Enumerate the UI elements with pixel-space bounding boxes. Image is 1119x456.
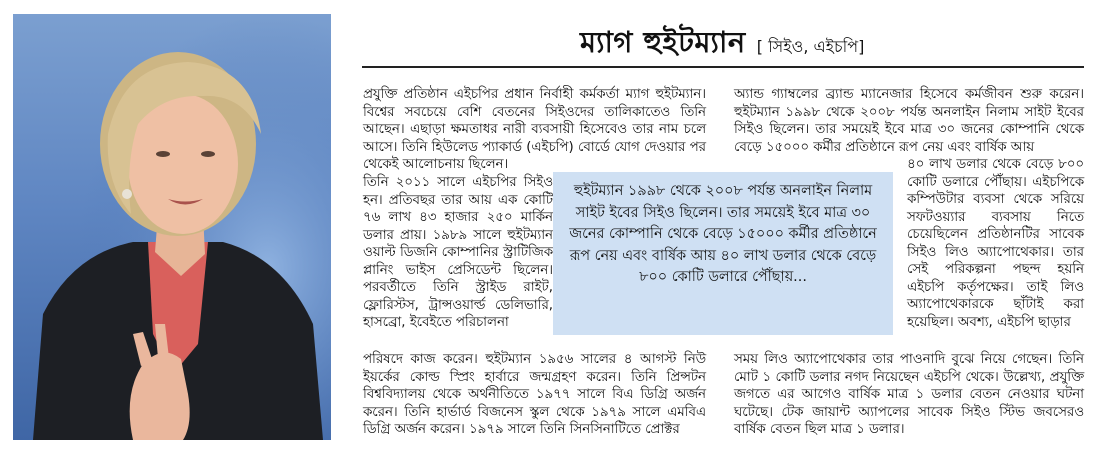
paragraph: প্রযুক্তি প্রতিষ্ঠান এইচপির প্রধান নির্বাহী কর্মকর্তা ম্যাগ হুইটম্যান। বিশ্বের সবচেয়ে বেশি বেতনের সিইওদের তালিকাতেও তিনি আছেন। এছাড়া ক্ষমতাধর নারী ব্যবসায়ী হিসেবেও তার নাম চলে আসে। তিনি হিউলেড প্যাকার্ড (এইচপি) বোর্ডে যোগ দেওয়ার পর থেকেই আলোচনায় ছিলেন। [363, 87, 706, 172]
article-column-1-top [363, 86, 706, 174]
paragraph: অ্যান্ড গ্যাম্বলের ব্র্যান্ড ম্যানেজার হিসেবে কর্মজীবন শুরু করেন। হুইটম্যান ১৯৯৮ থেকে ২০০৮ পর্যন্ত অনলাইন নিলাম সাইট ইবের সিইও ছিলেন। তার সময়েই ইবে মাত্র ৩০ জনের কোম্পানি থেকে বেড়ে ১৫০০০ কর্মীর প্রতিষ্ঠানে রূপ নেয় এবং বার্ষিক আয় [734, 87, 1084, 155]
headline-role: [ সিইও, এইচপি] [756, 37, 865, 56]
portrait-illustration [13, 14, 331, 440]
paragraph: সময় লিও অ্যাপোথেকার তার পাওনাদি বুঝে নিয়ে গেছেন। তিনি মোট ১ কোটি ডলার নগদ নিয়েছেন এইচপি থেকে। উল্লেখ্য, প্রযুক্তি জগতে এর আগেও বার্ষিক মাত্র ১ ডলার বেতন নেওয়ার ঘটনা ঘটেছে। টেক জায়ান্ট অ্যাপলের সাবেক সিইও স্টিভ জবসেরও বার্ষিক বেতন ছিল মাত্র ১ ডলার। [734, 352, 1084, 437]
article-column-2-narrow [907, 156, 1084, 331]
headline-name: ম্যাগ হুইটম্যান [580, 25, 746, 59]
paragraph: ৪০ লাখ ডলার থেকে বেড়ে ৮০০ কোটি ডলারে পৌঁছায়। এইচপিকে কম্পিউটার ব্যবসা থেকে সরিয়ে সফটওয়্যার ব্যবসায় নিতে চেয়েছিলেন প্রতিষ্ঠানটির সাবেক সিইও লিও অ্যাপোথেকার। তার সেই পরিকল্পনা পছন্দ হয়নি এইচপি কর্তৃপক্ষের। তাই লিও অ্যাপোথেকারকে ছাঁটাই করা হয়েছিল। অবশ্য, এইচপি ছাড়ার [907, 157, 1084, 330]
article-column-2-top [734, 86, 1084, 156]
paragraph: পরিষদে কাজ করেন। হুইটম্যান ১৯৫৬ সালের ৪ আগস্ট নিউ ইয়র্কের কোল্ড স্প্রিং হার্বারে জন্মগ্রহণ করেন। তিনি প্রিন্সটন বিশ্ববিদ্যালয় থেকে অর্থনীতিতে ১৯৭৭ সালে বিএ ডিগ্রি অর্জন করেন। তিনি হার্ভার্ড বিজনেস স্কুল থেকে ১৯৭৯ সালে এমবিএ ডিগ্রি অর্জন করেন। ১৯৭৯ সালে তিনি সিনসিনাটিতে প্রোক্টর [363, 352, 706, 437]
article-column-1-bottom [363, 351, 706, 439]
pull-quote-text: হুইটম্যান ১৯৯৮ থেকে ২০০৮ পর্যন্ত অনলাইন নিলাম সাইট ইবের সিইও ছিলেন। তার সময়েই ইবে মাত্র ৩০ জনের কোম্পানি থেকে বেড়ে ১৫০০০ কর্মীর প্রতিষ্ঠানে রূপ নেয় এবং বার্ষিক আয় ৪০ লাখ ডলার থেকে বেড়ে ৮০০ কোটি ডলারে পৌঁছায়... [569, 183, 877, 285]
pull-quote-box [553, 172, 893, 335]
article-column-1-narrow [363, 174, 553, 332]
paragraph: তিনি ২০১১ সালে এইচপির সিইও হন। প্রতিবছর তার আয় এক কোটি ৭৬ লাখ ৪৩ হাজার ২৫০ মার্কিন ডলার প্রায়। ১৯৮৯ সালে হুইটম্যান ওয়াল্ট ডিজনি কোম্পানির স্ট্রাটিজিক প্লানিং ভাইস প্রেসিডেন্ট ছিলেন। পরবর্তীতে তিনি স্ট্রাইড রাইট, ফ্লোরিস্টস, ট্রান্সওয়ার্ল্ড ডেলিভারি, হাসব্রো, ইবেইতে পরিচালনা [363, 175, 553, 330]
article-headline [580, 20, 900, 60]
headline-divider [362, 66, 1084, 68]
article-column-2-bottom [734, 351, 1084, 439]
portrait-photo [13, 14, 331, 440]
